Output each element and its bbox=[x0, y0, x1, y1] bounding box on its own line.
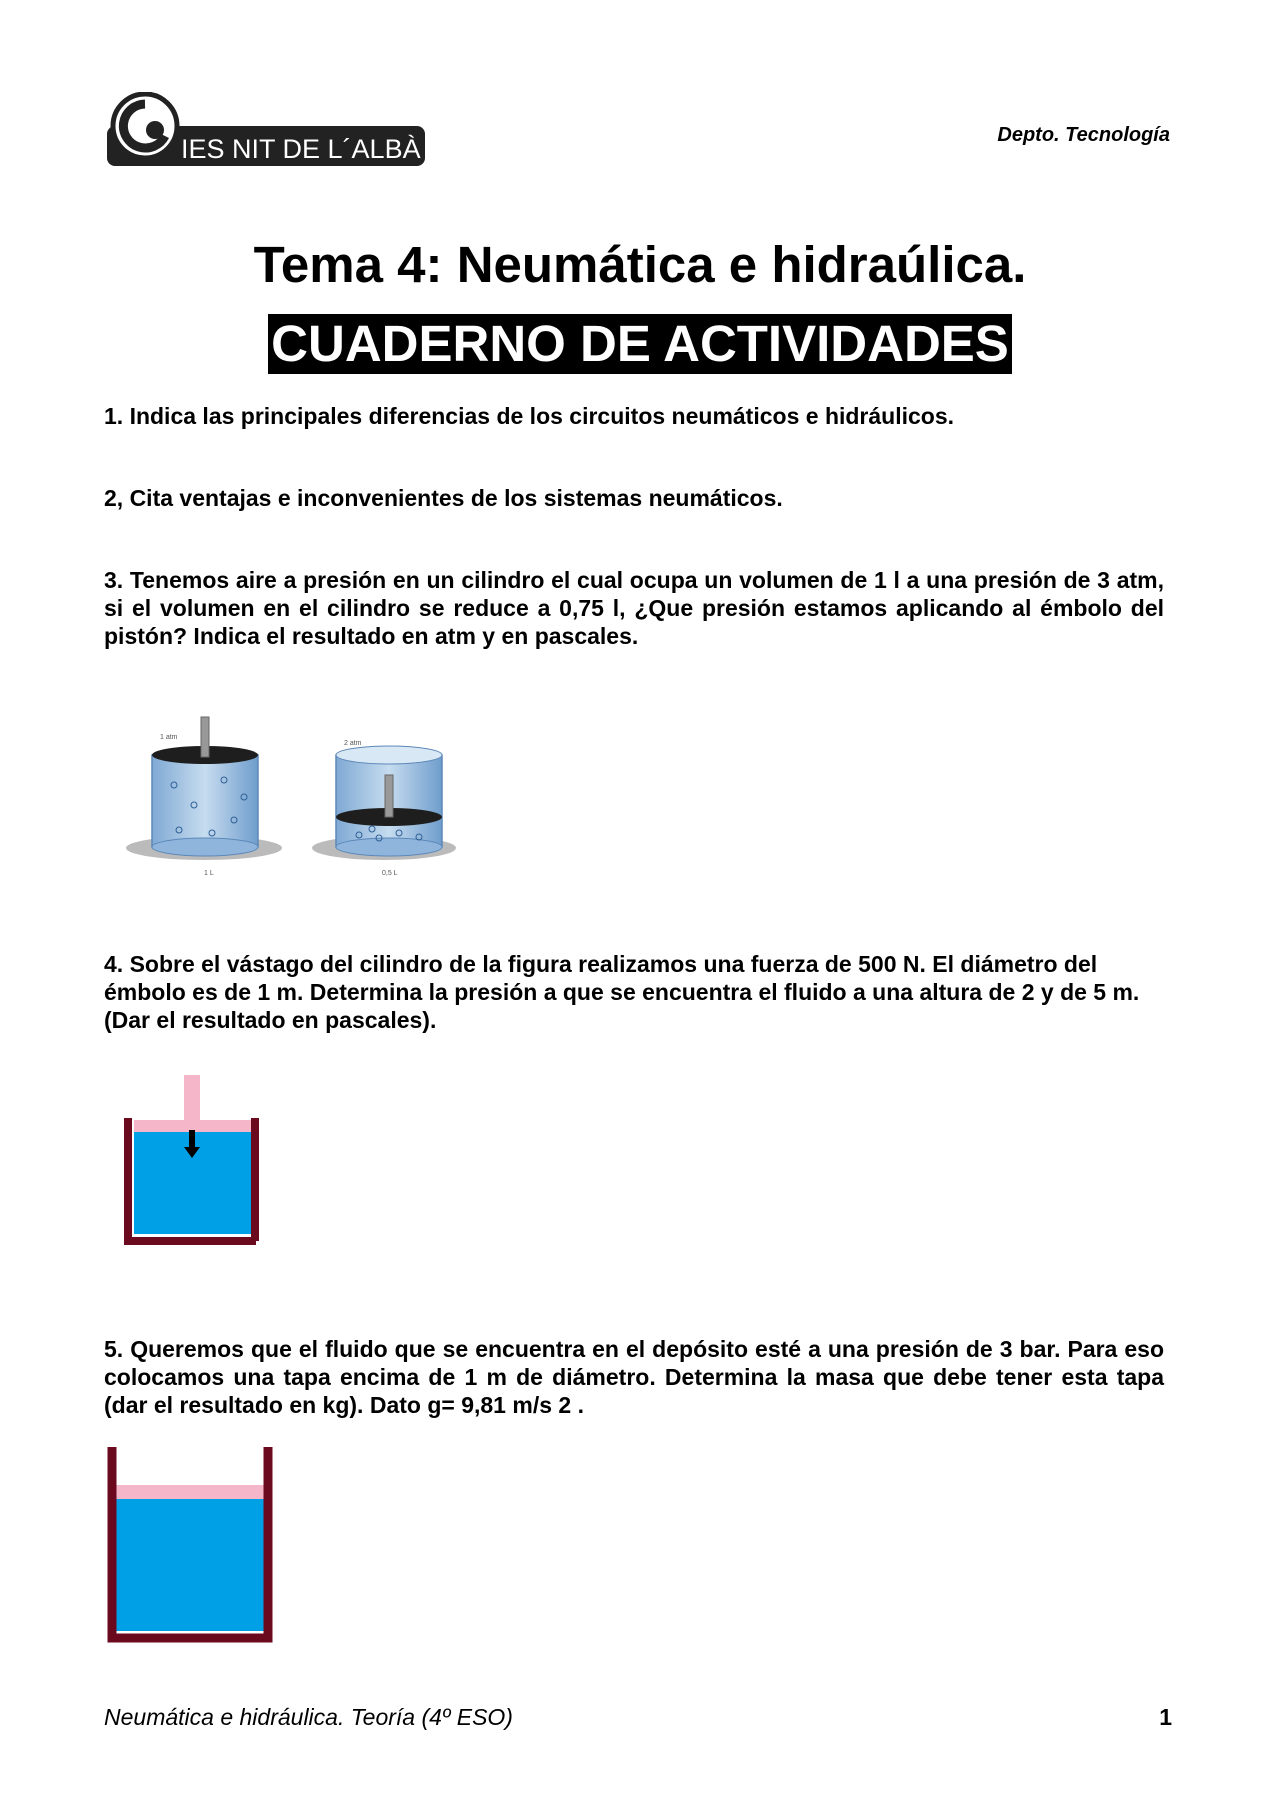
question-3: 3. Tenemos aire a presión en un cilindro el cual ocupa un volumen de 1 l a una presión de 3 atm, si el volumen en el cilindro se reduce a 0,75 l, ¿Que presión estamos aplicando al émbolo del pistón? Indica el resultado en atm y en pascales. bbox=[104, 567, 1164, 649]
subtitle: CUADERNO DE ACTIVIDADES bbox=[268, 314, 1012, 374]
left-label-top: 1 atm bbox=[160, 734, 178, 741]
school-logo bbox=[107, 92, 427, 174]
right-cylinder bbox=[312, 740, 456, 877]
right-label-top: 2 atm bbox=[344, 740, 362, 747]
tank-lid-figure bbox=[104, 1447, 284, 1647]
question-2: 2, Cita ventajas e inconvenientes de los sistemas neumáticos. bbox=[104, 485, 783, 511]
left-label-bottom: 1 L bbox=[204, 870, 214, 877]
footer-text: Neumática e hidráulica. Teoría (4º ESO) bbox=[104, 1704, 513, 1730]
subtitle-banner bbox=[0, 314, 1280, 374]
question-5: 5. Queremos que el fluido que se encuentra en el depósito esté a una presión de 3 bar. Para eso colocamos una tapa encima de 1 m de diámetro. Determina la masa que debe tener esta tapa (dar el resultado en kg). Dato g= 9,81 m/s 2 . bbox=[104, 1336, 1164, 1418]
logo-text: IES NIT DE L´ALBÀ bbox=[181, 134, 421, 164]
cylinders-figure bbox=[104, 705, 474, 885]
question-1: 1. Indica las principales diferencias de los circuitos neumáticos e hidráulicos. bbox=[104, 403, 955, 429]
right-label-bottom: 0,5 L bbox=[382, 870, 398, 877]
department-label: Depto. Tecnología bbox=[997, 124, 1170, 146]
piston-rod-figure bbox=[104, 1070, 274, 1290]
page-number: 1 bbox=[1159, 1704, 1172, 1730]
left-cylinder bbox=[126, 717, 282, 877]
question-4: 4. Sobre el vástago del cilindro de la figura realizamos una fuerza de 500 N. El diámetro del émbolo es de 1 m. Determina la presión a que se encuentra el fluido a una altura de 2 y de 5 m. (Dar el resultado en pascales). bbox=[104, 951, 1140, 1033]
page-title: Tema 4: Neumática e hidraúlica. bbox=[253, 236, 1027, 293]
